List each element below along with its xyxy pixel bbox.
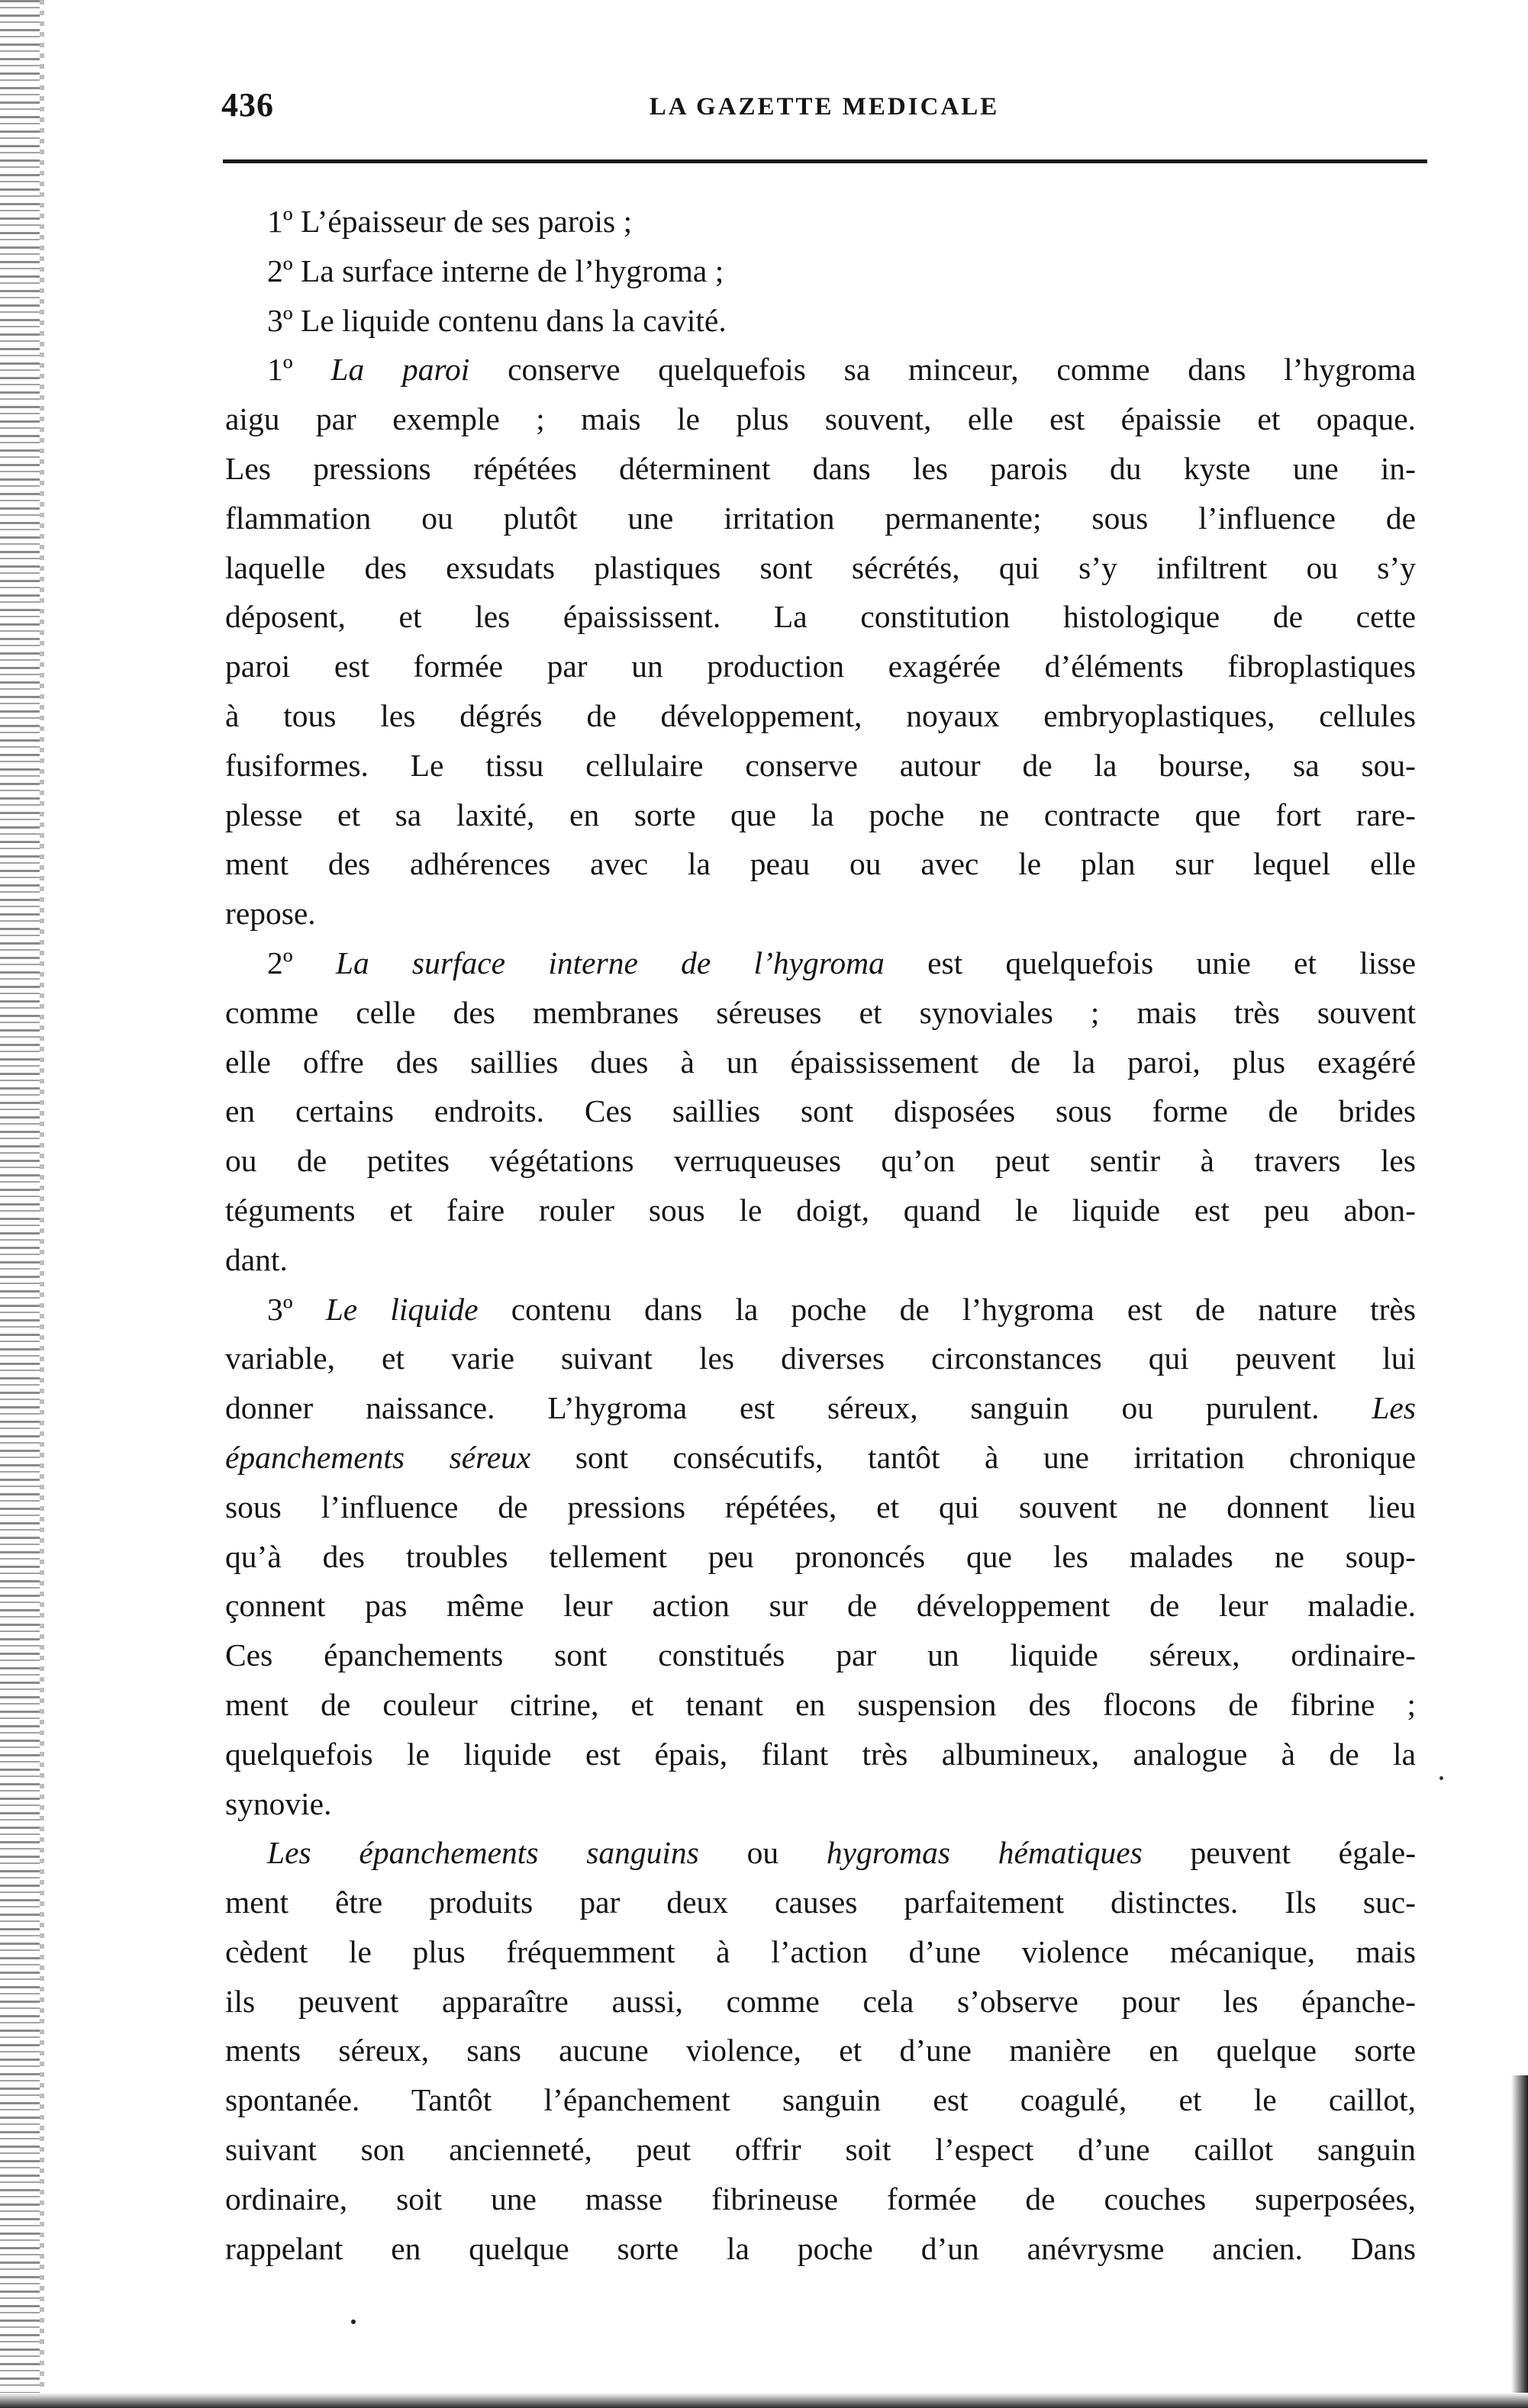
text-line: 1º La paroi conserve quelquefois sa minceur, comme dans l’hygroma <box>267 352 1416 388</box>
text-line: laquelle des exsudats plastiques sont sécrétés, qui s’y infiltrent ou s’y <box>225 549 1416 585</box>
italic-term: Les épanchements sanguins <box>267 1835 699 1871</box>
text-line: Les épanchements sanguins ou hygromas hématiques peuvent égale- <box>267 1835 1417 1871</box>
text-line: à tous les dégrés de développement, noyaux embryoplastiques, cellules <box>225 697 1416 733</box>
text-line: fusiformes. Le tissu cellulaire conserve autour de la bourse, sa sou- <box>225 747 1416 783</box>
text-line: elle offre des saillies dues à un épaississement de la paroi, plus exagéré <box>225 1044 1416 1080</box>
text-line: ments séreux, sans aucune violence, et d’une manière en quelque sorte <box>225 2033 1416 2068</box>
scan-right-shadow <box>1511 2075 1528 2408</box>
text-line: paroi est formée par un production exagérée d’éléments fibroplastiques <box>225 649 1416 684</box>
italic-term: La paroi <box>330 352 470 388</box>
text-line: en certains endroits. Ces saillies sont disposées sous forme de brides <box>225 1093 1416 1129</box>
ink-speck <box>1439 1776 1443 1780</box>
text-line: ment des adhérences avec la peau ou avec le plan sur lequel elle <box>225 846 1416 882</box>
running-title: LA GAZETTE MEDICALE <box>649 93 1000 121</box>
text-line: comme celle des membranes séreuses et synoviales ; mais très souvent <box>225 994 1416 1030</box>
page-number: 436 <box>221 86 274 124</box>
text-line: flammation ou plutôt une irritation permanente; sous l’influence de <box>225 500 1416 536</box>
text-line: téguments et faire rouler sous le doigt, quand le liquide est peu abon- <box>225 1192 1416 1228</box>
text-line: variable, et varie suivant les diverses circonstances qui peuvent lui <box>225 1341 1416 1376</box>
text-line: 3º Le liquide contenu dans la poche de l’hygroma est de nature très <box>267 1291 1416 1327</box>
text-line: 1º L’épaisseur de ses parois ; <box>267 204 633 239</box>
text-line: ment de couleur citrine, et tenant en suspension des flocons de fibrine ; <box>225 1686 1416 1722</box>
text-line: quelquefois le liquide est épais, filant très albumineux, analogue à de la <box>225 1736 1416 1772</box>
text-line: ou de petites végétations verruqueuses qu’on peut sentir à travers les <box>225 1143 1416 1179</box>
text-line: Les pressions répétées déterminent dans les parois du kyste une in- <box>225 450 1416 486</box>
text-line: sous l’influence de pressions répétées, et qui souvent ne donnent lieu <box>225 1489 1416 1524</box>
text-line: suivant son ancienneté, peut offrir soit l’espect d’une caillot sanguin <box>225 2132 1416 2168</box>
page-header <box>221 85 1427 131</box>
text-line: ils peuvent apparaître aussi, comme cela s’observe pour les épanche- <box>225 1983 1416 2019</box>
text-line: ordinaire, soit une masse fibrineuse formée de couches superposées, <box>225 2181 1416 2216</box>
ink-speck <box>351 2319 356 2324</box>
text-line: 3º Le liquide contenu dans la cavité. <box>267 302 727 338</box>
text-line: spontanée. Tantôt l’épanchement sanguin est coagulé, et le caillot, <box>225 2082 1416 2118</box>
text-line: qu’à des troubles tellement peu prononcés que les malades ne soup- <box>225 1538 1416 1574</box>
text-line: ment être produits par deux causes parfaitement distinctes. Ils suc- <box>225 1885 1416 1920</box>
text-line: synovie. <box>225 1785 332 1821</box>
text-line: aigu par exemple ; mais le plus souvent, elle est épaissie et opaque. <box>225 401 1416 437</box>
italic-term: Le liquide <box>325 1291 479 1327</box>
text-line: 2º La surface interne de l’hygroma ; <box>267 253 724 288</box>
body-text <box>225 197 1416 2273</box>
text-line: Ces épanchements sont constitués par un liquide séreux, ordinaire- <box>225 1637 1416 1673</box>
text-line: dant. <box>225 1241 288 1277</box>
italic-term: hygromas hématiques <box>826 1835 1143 1871</box>
scan-bottom-shadow <box>0 2393 1528 2408</box>
scan-binding-shadow <box>40 0 44 2408</box>
text-line: çonnent pas même leur action sur de développement de leur maladie. <box>225 1588 1416 1624</box>
text-line: cèdent le plus fréquemment à l’action d’une violence mécanique, mais <box>225 1933 1416 1969</box>
text-line: rappelant en quelque sorte la poche d’un anévrysme ancien. Dans <box>225 2230 1416 2266</box>
italic-term: épanchements séreux <box>225 1439 531 1475</box>
text-line: plesse et sa laxité, en sorte que la poche ne contracte que fort rare- <box>225 797 1416 832</box>
scan-binding-edge <box>0 0 40 2408</box>
text-line: repose. <box>225 896 316 932</box>
italic-term: Les <box>1372 1390 1416 1426</box>
italic-term: La surface interne de l’hygroma <box>335 945 885 980</box>
text-line: donner naissance. L’hygroma est séreux, sanguin ou purulent. Les <box>225 1390 1416 1426</box>
header-rule <box>223 159 1427 163</box>
text-line: 2º La surface interne de l’hygroma est quelquefois unie et lisse <box>267 945 1416 980</box>
text-line: déposent, et les épaississent. La constitution histologique de cette <box>225 599 1416 635</box>
text-line: épanchements séreux sont consécutifs, tantôt à une irritation chronique <box>225 1439 1416 1475</box>
